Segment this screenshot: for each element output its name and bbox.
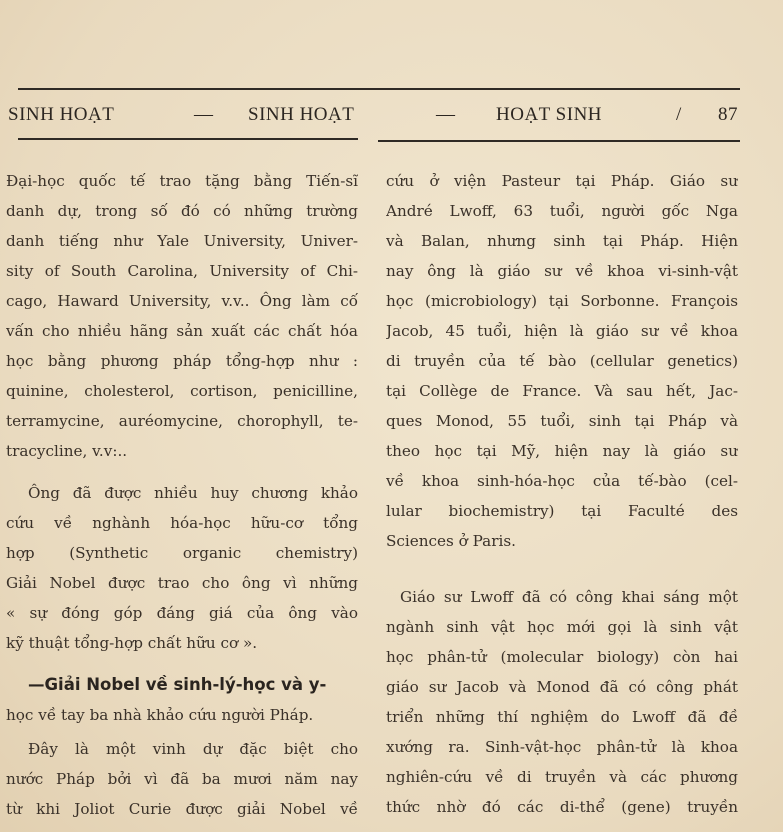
header-dash-2: — — [436, 104, 456, 125]
text-line: nay ông là giáo sư về khoa vi-sinh-vật — [386, 262, 738, 280]
running-header — [8, 100, 748, 132]
text-line: ques Monod, 55 tuổi, sinh tại Pháp và — [386, 412, 738, 430]
text-line: thức nhờ đó các di-thể (gene) truyền — [386, 798, 738, 816]
left-paragraph-2 — [6, 478, 358, 658]
left-column — [6, 166, 358, 824]
paragraph-gap — [386, 556, 738, 582]
text-line: terramycine, auréomycine, chorophyll, te- — [6, 412, 358, 430]
text-line: Giáo sư Lwoff đã có công khai sáng một — [400, 588, 738, 606]
text-line: tracycline, v.v:.. — [6, 442, 128, 460]
text-line: kỹ thuật tổng-hợp chất hữu cơ ». — [6, 634, 258, 652]
right-paragraph-2 — [386, 582, 738, 822]
text-line: nghiên-cứu về di truyền và các phương — [386, 768, 738, 786]
text-line: học phân-tử (molecular biology) còn hai — [386, 648, 738, 666]
text-line: và Balan, nhưng sinh tại Pháp. Hiện — [386, 232, 738, 250]
text-line: học bằng phương pháp tổng-hợp như : — [6, 352, 358, 370]
text-line: danh dự, trong số đó có những trường — [6, 202, 358, 220]
heading-line: —Giải Nobel về sinh-lý-học và y- — [28, 675, 327, 694]
text-line: triển những thí nghiệm do Lwoff đã đề — [386, 708, 738, 726]
text-line: lular biochemistry) tại Faculté des — [386, 502, 738, 520]
header-bottom-rule-right — [378, 140, 740, 142]
text-line: cứu ở viện Pasteur tại Pháp. Giáo sư — [386, 172, 738, 190]
text-line: Ông đã được nhiều huy chương khảo — [28, 484, 358, 502]
text-line: về khoa sinh-hóa-học của tế-bào (cel- — [386, 472, 738, 490]
text-line: ngành sinh vật học mới gọi là sinh vật — [386, 618, 738, 636]
right-paragraph-1 — [386, 166, 738, 556]
text-line: học về tay ba nhà khảo cứu người Pháp. — [6, 706, 314, 724]
text-line: giáo sư Jacob và Monod đã có công phát — [386, 678, 738, 696]
text-line: vấn cho nhiều hãng sản xuất các chất hóa — [6, 322, 358, 340]
header-section-3: HOẠT SINH — [496, 104, 603, 125]
text-line: cứu về nghành hóa-học hữu-cơ tổng — [6, 514, 358, 532]
text-line: di truyền của tế bào (cellular genetics) — [386, 352, 738, 370]
text-line: Đây là một vinh dự đặc biệt cho — [28, 740, 358, 758]
header-section-2: SINH HOẠT — [248, 104, 355, 125]
page-number: 87 — [718, 104, 738, 125]
header-dash-1: — — [194, 104, 214, 125]
text-line: tại Collège de France. Và sau hết, Jac- — [386, 382, 738, 400]
text-line: Jacob, 45 tuổi, hiện là giáo sư về khoa — [386, 322, 738, 340]
header-bottom-rule-left — [18, 138, 358, 140]
left-paragraph-3 — [6, 734, 358, 824]
text-line: Sciences ở Paris. — [386, 532, 516, 550]
right-column — [386, 166, 738, 822]
header-top-rule — [18, 88, 740, 90]
header-section-1: SINH HOẠT — [8, 104, 115, 125]
text-line: nước Pháp bởi vì đã ba mươi năm nay — [6, 770, 358, 788]
text-line: xướng ra. Sinh-vật-học phân-tử là khoa — [386, 738, 738, 756]
paragraph-gap — [6, 658, 358, 670]
text-line: cago, Haward University, v.v.. Ông làm cố — [6, 292, 358, 310]
paragraph-gap — [6, 466, 358, 478]
text-line: André Lwoff, 63 tuổi, người gốc Nga — [386, 202, 738, 220]
text-line: Đại-học quốc tế trao tặng bằng Tiến-sĩ — [6, 172, 358, 190]
text-line: từ khi Joliot Curie được giải Nobel về — [6, 800, 358, 818]
text-line: Giải Nobel được trao cho ông vì những — [6, 574, 358, 592]
text-line: học (microbiology) tại Sorbonne. François — [386, 292, 738, 310]
text-line: theo học tại Mỹ, hiện nay là giáo sư — [386, 442, 738, 460]
section-heading — [6, 670, 358, 730]
text-line: « sự đóng góp đáng giá của ông vào — [6, 604, 358, 622]
text-line: sity of South Carolina, University of Chi- — [6, 262, 358, 280]
text-line: quinine, cholesterol, cortison, penicilline, — [6, 382, 358, 400]
text-line: hợp (Synthetic organic chemistry) — [6, 544, 358, 562]
header-slash: / — [676, 104, 682, 125]
left-paragraph-1 — [6, 166, 358, 466]
text-line: danh tiếng như Yale University, Univer- — [6, 232, 358, 250]
